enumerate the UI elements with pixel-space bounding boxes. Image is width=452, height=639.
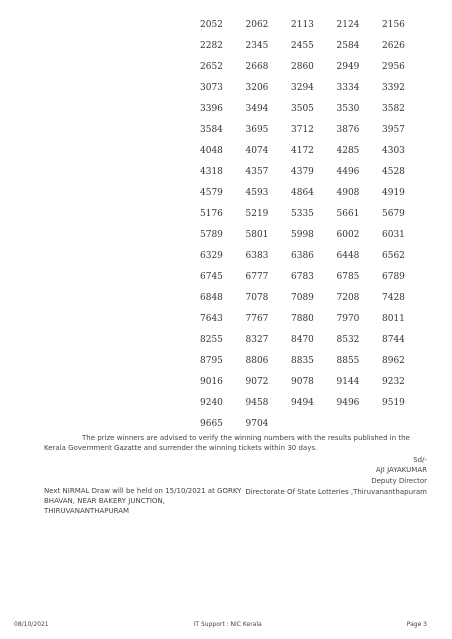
winning-number: 3073 <box>200 82 223 93</box>
winning-number: 9144 <box>336 376 360 387</box>
number-row <box>200 224 428 245</box>
winning-number: 3584 <box>200 124 223 135</box>
winning-number: 3334 <box>336 82 360 93</box>
winning-number: 6002 <box>336 229 360 240</box>
winning-number: 9494 <box>291 397 314 408</box>
number-row <box>200 245 428 266</box>
winning-number: 2626 <box>382 40 405 51</box>
winning-number: 6785 <box>336 271 360 282</box>
number-row <box>200 35 428 56</box>
number-row <box>200 203 428 224</box>
winning-number: 2668 <box>245 61 269 72</box>
winning-number: 4593 <box>245 187 269 198</box>
winning-number: 7767 <box>245 313 269 324</box>
winning-number: 6448 <box>336 250 360 261</box>
winning-number: 3582 <box>382 103 405 114</box>
winning-number: 3206 <box>245 82 269 93</box>
winning-number: 3712 <box>291 124 314 135</box>
winning-number: 4579 <box>200 187 223 198</box>
winning-number: 9665 <box>200 418 223 429</box>
winning-number: 6031 <box>382 229 405 240</box>
winning-number: 8470 <box>291 334 314 345</box>
number-row <box>200 392 428 413</box>
page-footer <box>14 621 427 628</box>
winning-number: 7643 <box>200 313 223 324</box>
winning-number: 3392 <box>382 82 405 93</box>
number-row <box>200 119 428 140</box>
winning-number: 6789 <box>382 271 405 282</box>
winning-number: 8011 <box>382 313 405 324</box>
winning-number: 2956 <box>382 61 405 72</box>
footer-page: Page 3 <box>406 621 427 628</box>
winning-number: 8795 <box>200 355 223 366</box>
winning-number: 6383 <box>245 250 269 261</box>
winning-number: 2345 <box>245 40 269 51</box>
winning-number: 5801 <box>245 229 269 240</box>
number-row <box>200 98 428 119</box>
winning-number: 4172 <box>291 145 314 156</box>
signature-designation: Deputy Director <box>371 477 427 485</box>
winning-number: 4303 <box>382 145 405 156</box>
number-row <box>200 161 428 182</box>
winning-number: 4528 <box>382 166 405 177</box>
winning-number: 4908 <box>336 187 360 198</box>
number-row <box>200 413 428 434</box>
winning-numbers-grid <box>200 14 428 434</box>
winning-number: 3396 <box>200 103 223 114</box>
winning-number: 4048 <box>200 145 223 156</box>
winning-number: 2113 <box>291 19 314 30</box>
winning-number: 4285 <box>336 145 360 156</box>
number-row <box>200 182 428 203</box>
winning-number: 6386 <box>291 250 314 261</box>
winning-number: 7208 <box>336 292 360 303</box>
winning-number: 2949 <box>336 61 360 72</box>
winning-number: 3494 <box>245 103 269 114</box>
winning-number: 5998 <box>291 229 314 240</box>
winning-number: 4379 <box>291 166 314 177</box>
winning-number: 2584 <box>336 40 360 51</box>
winning-number: 6783 <box>291 271 314 282</box>
winning-number: 5176 <box>200 208 223 219</box>
number-row <box>200 371 428 392</box>
winning-number: 5335 <box>291 208 314 219</box>
winning-number: 8855 <box>336 355 360 366</box>
winning-number: 5219 <box>245 208 269 219</box>
winning-number: 4318 <box>200 166 223 177</box>
winning-number: 4864 <box>291 187 314 198</box>
winning-number: 9704 <box>245 418 269 429</box>
prize-notice: The prize winners are advised to verify the winning numbers with the results published in the Kerala Government Gazatte and surrender the winning tickets within 30 days. <box>44 434 410 452</box>
winning-number: 2282 <box>200 40 223 51</box>
winning-number: 2124 <box>336 19 360 30</box>
winning-number: 7089 <box>291 292 314 303</box>
winning-number: 8532 <box>336 334 360 345</box>
number-row <box>200 140 428 161</box>
signature-office: Directorate Of State Lotteries ,Thiruvananthapuram <box>245 488 427 496</box>
number-row <box>200 77 428 98</box>
winning-number: 8327 <box>245 334 269 345</box>
winning-number: 2156 <box>382 19 405 30</box>
winning-number: 8806 <box>245 355 269 366</box>
winning-number: 8835 <box>291 355 314 366</box>
winning-number: 6562 <box>382 250 405 261</box>
winning-number: 4074 <box>245 145 269 156</box>
winning-number: 3695 <box>245 124 269 135</box>
number-row <box>200 287 428 308</box>
winning-number: 4919 <box>382 187 405 198</box>
winning-number: 7078 <box>245 292 269 303</box>
winning-number: 9232 <box>382 376 405 387</box>
winning-number: 3294 <box>291 82 314 93</box>
number-row <box>200 350 428 371</box>
winning-number: 7428 <box>382 292 405 303</box>
number-row <box>200 14 428 35</box>
number-row <box>200 308 428 329</box>
winning-number: 2652 <box>200 61 223 72</box>
winning-number: 8744 <box>382 334 405 345</box>
winning-number: 7970 <box>336 313 360 324</box>
signature-name: AJI JAYAKUMAR <box>375 466 427 474</box>
winning-number: 3957 <box>382 124 405 135</box>
signature-sd: Sd/- <box>413 456 427 464</box>
winning-number: 6745 <box>200 271 223 282</box>
winning-number: 6329 <box>200 250 223 261</box>
winning-number: 9078 <box>291 376 314 387</box>
winning-number: 2052 <box>200 19 223 30</box>
winning-number: 5661 <box>336 208 360 219</box>
winning-number: 9496 <box>336 397 360 408</box>
winning-number: 9240 <box>200 397 223 408</box>
winning-number: 2455 <box>291 40 314 51</box>
winning-number: 3876 <box>336 124 360 135</box>
winning-number: 2860 <box>291 61 314 72</box>
winning-number: 9519 <box>382 397 405 408</box>
number-row <box>200 266 428 287</box>
winning-number: 7880 <box>291 313 314 324</box>
winning-number: 2062 <box>245 19 269 30</box>
footer-support: IT Support : NIC Kerala <box>193 621 262 628</box>
next-draw-info: Next NIRMAL Draw will be held on 15/10/2021 at GORKY BHAVAN, NEAR BAKERY JUNCTION, THIRUVANANTHAPURAM <box>44 487 242 515</box>
winning-number: 6777 <box>245 271 269 282</box>
footer-date: 08/10/2021 <box>14 621 49 628</box>
winning-number: 9016 <box>200 376 223 387</box>
winning-number: 6848 <box>200 292 223 303</box>
winning-number: 3530 <box>336 103 360 114</box>
number-row <box>200 56 428 77</box>
winning-number: 3505 <box>291 103 314 114</box>
winning-number: 8255 <box>200 334 223 345</box>
winning-number: 4496 <box>336 166 360 177</box>
winning-number: 8962 <box>382 355 405 366</box>
winning-number: 9458 <box>245 397 269 408</box>
winning-number: 5789 <box>200 229 223 240</box>
winning-number: 4357 <box>245 166 269 177</box>
number-row <box>200 329 428 350</box>
winning-number: 5679 <box>382 208 405 219</box>
winning-number: 9072 <box>245 376 269 387</box>
